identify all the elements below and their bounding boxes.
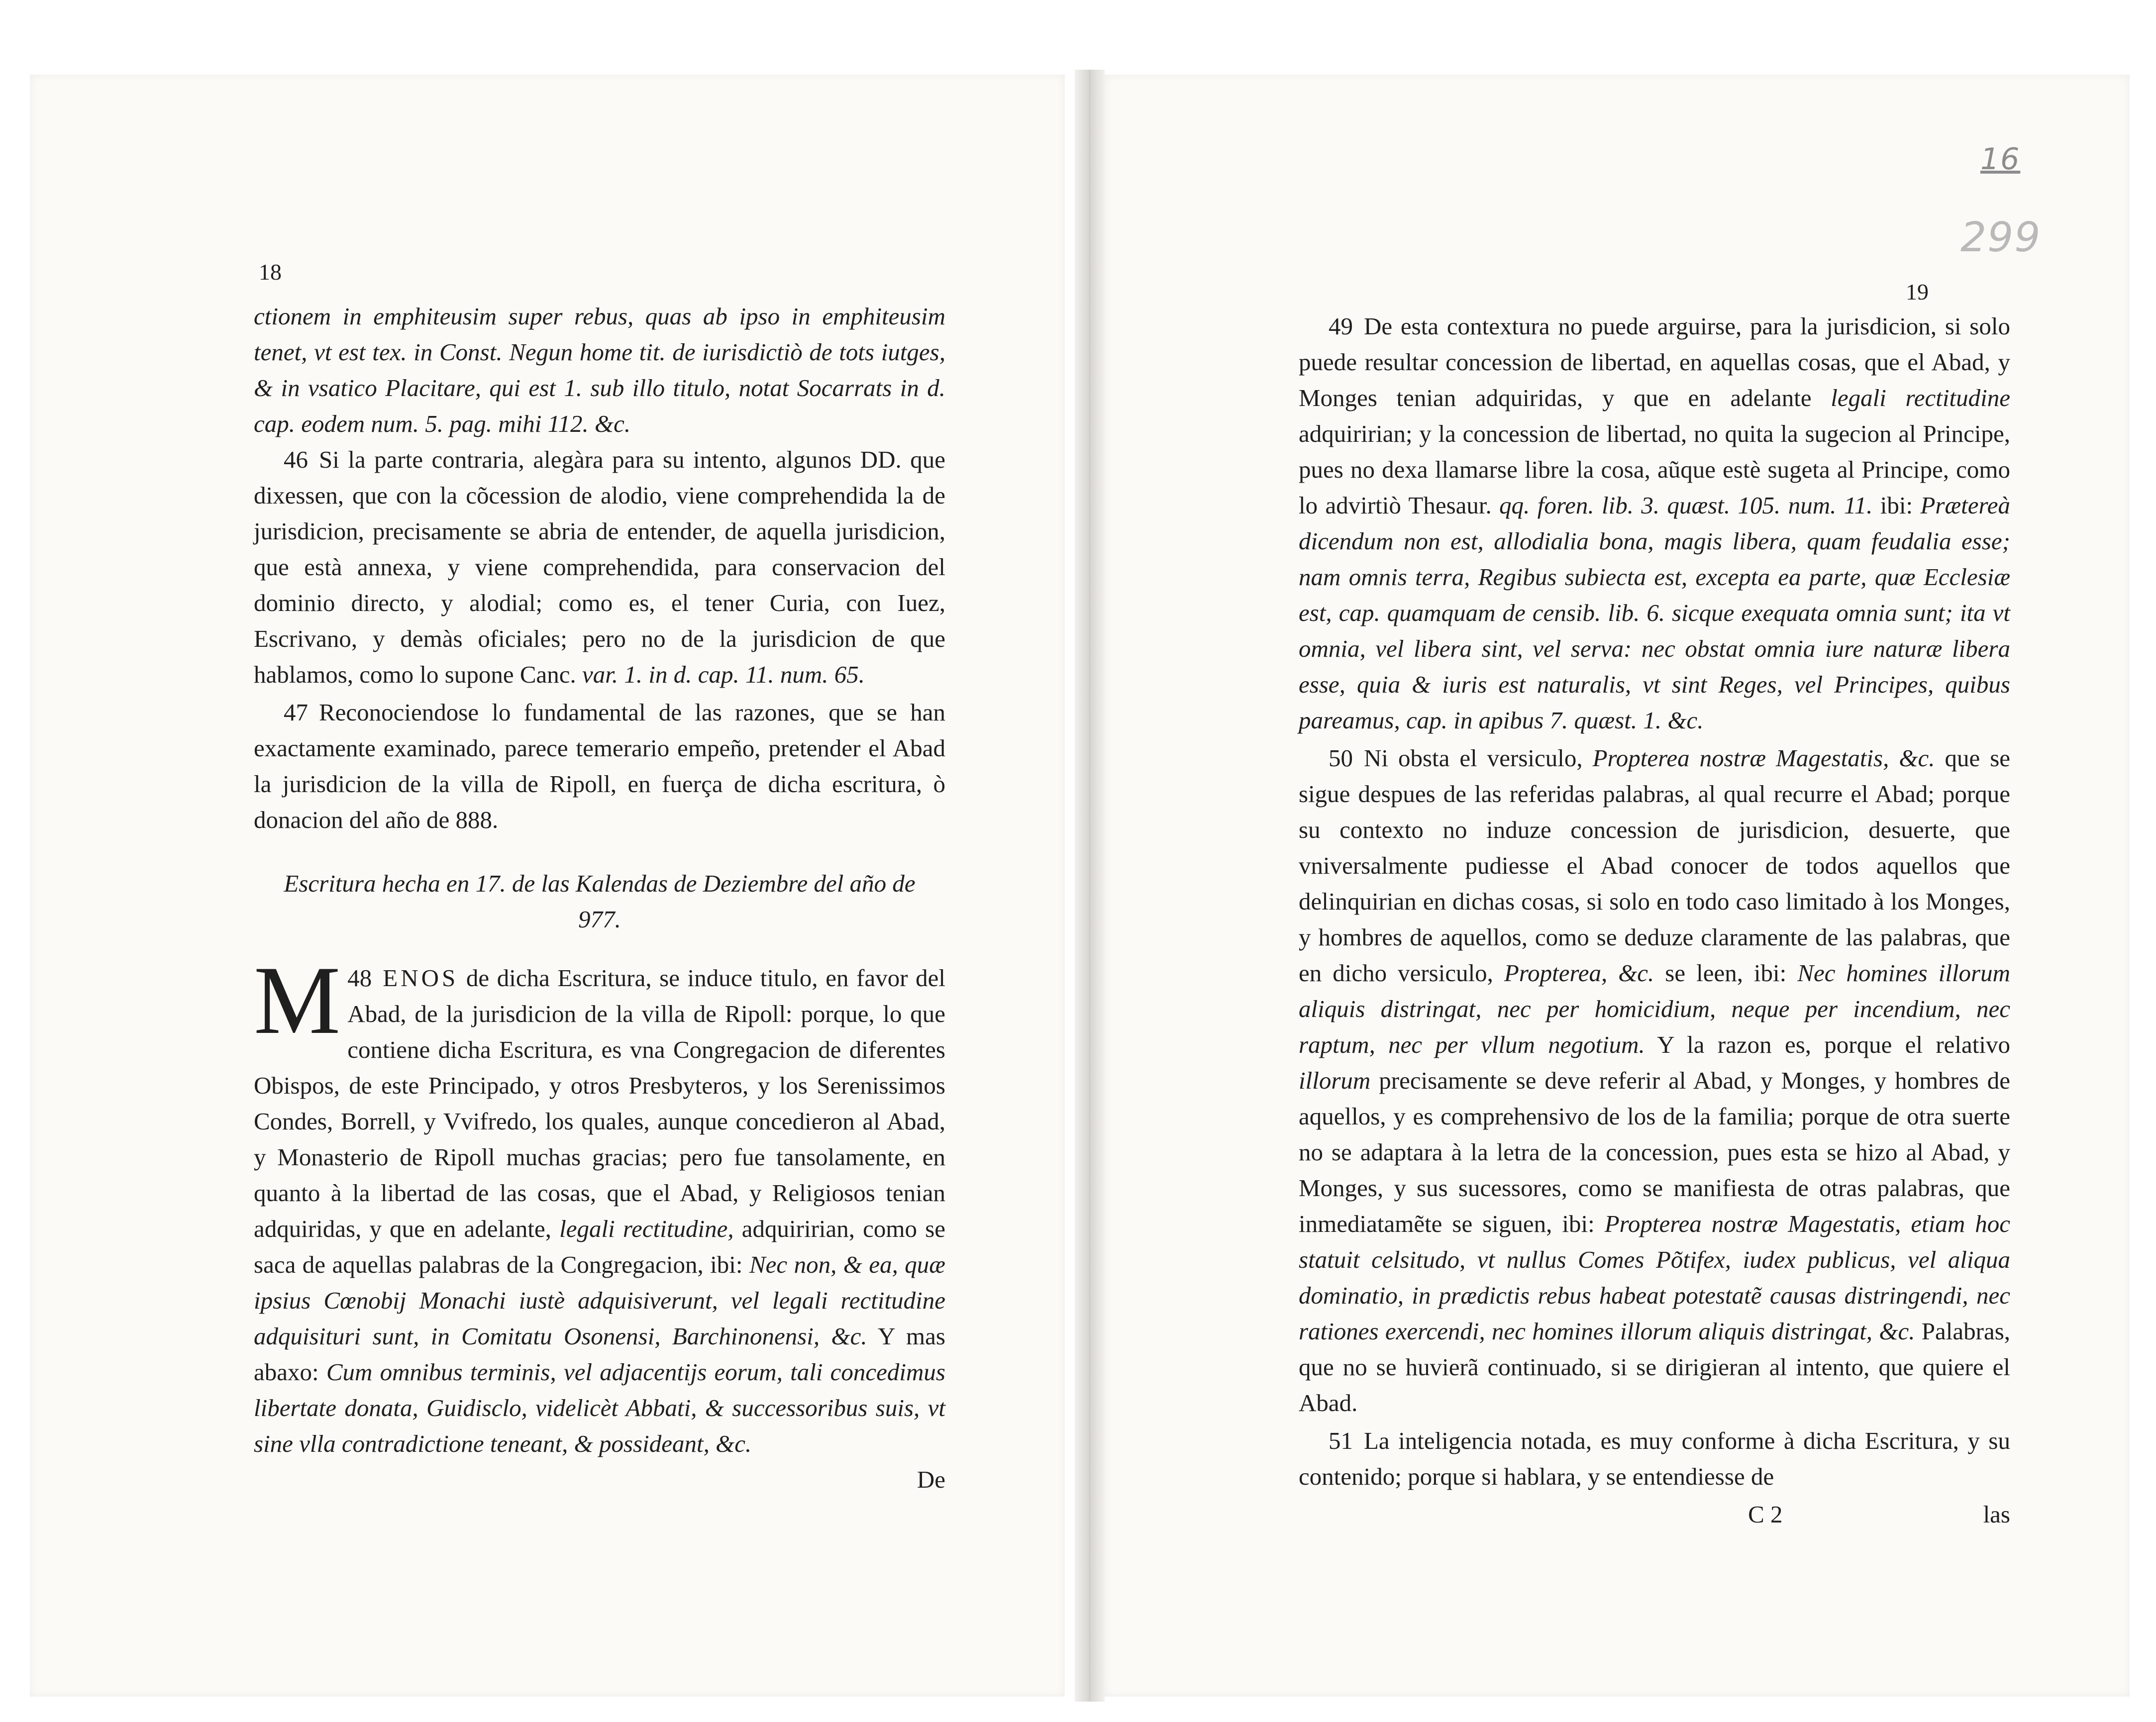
latin-quotation: Nec homines illorum aliquis distringat, nec per homicidium, neque per incendium, nec raptum, nec per vllum negotium. (1299, 959, 2011, 1058)
citation: qq. foren. lib. 3. quæst. 105. num. 11. (1499, 492, 1873, 519)
latin-phrase: Propterea, &c. (1504, 959, 1654, 987)
catchword: las (1983, 1501, 2010, 1528)
paragraph-text: Reconociendose lo fundamental de las razones, que se han exactamente examinado, parece temerario empeño, pretender el Abad la jurisdicion de la villa de Ripoll, en fuerça de dicha escritura, ò donacion del año de 888. (254, 699, 945, 833)
latin-quotation: Propterea nostræ Magestatis, etiam hoc statuit celsitudo, vt nullus Comes Põtifex, iudex publicus, vel aliqua dominatio, in prædictis rebus habeat potestatẽ causas distringendi, nec rationes exercendi, nec homines illorum aliquis distringat, &c. (1299, 1210, 2011, 1345)
latin-phrase: Propterea nostræ Magestatis, &c. (1592, 744, 1935, 772)
paragraph-47 (254, 695, 945, 838)
paragraph-text: Ni obsta el versiculo, (1364, 744, 1583, 772)
paragraph-46 (254, 442, 945, 693)
book-gutter (1075, 70, 1105, 1702)
paragraph-text: adquiririan; y la concession de libertad, no quita la sugecion al Principe, pues no dexa llamarse libre la cosa, aũque estè sugeta al Principe, como lo advirtiò Thesaur. (1299, 420, 2010, 519)
paragraph-text: Si la parte contraria, alegàra para su intento, algunos DD. que dixessen, que con la cõcession de alodio, viene comprehendida la de jurisdicion, precisamente se abria de entender, de aquella jurisdicion, que està annexa, y viene comprehendida, para conservacion del dominio directo, y alodial; como es, el tener Curia, con Iuez, Escrivano, y demàs oficiales; pero no de la jurisdicion de que hablamos, como lo supone Canc. (254, 446, 945, 688)
latin-quotation: Prætereà dicendum non est, allodialia bona, magis libera, quam feudalia esse; nam omnis terra, Regibus subiecta est, excepta ea parte, quæ Ecclesiæ est, cap. quamquam de censib. lib. 6. sicque exequata omnia sunt; ita vt omnia, vel libera sint, vel serva: nec obstat omnia iure naturæ libera esse, quia & iuris est naturalis, vt sint Reges, vel Principes, quibus pareamus, cap. in apibus 7. quæst. 1. &c. (1299, 492, 2011, 734)
paragraph-text: de dicha Escritura, se induce titulo, en favor del Abad, de la jurisdicion de la villa de Ripoll: porque, lo que contiene dicha Escritura, es vna Congregacion de diferentes Obispos, de este Principado, y otros Presbyteros, y los Serenissimos Condes, Borrell, y Vvifredo, los quales, aunque concedieron al Abad, y Monasterio de Ripoll muchas gracias; pero fue tansolamente, en quanto à la libertad de las cosas, que el Abad, y Religiosos tenian adquiridas, y que en adelante, (254, 964, 946, 1242)
paragraph-number: 50 (1329, 744, 1353, 772)
paragraph-49 (1299, 308, 2010, 738)
catchword: De (917, 1466, 945, 1493)
paragraph-text: ibi: (1880, 492, 1913, 519)
paragraph-text: Palabras, que no se huvierã continuado, si se dirigieran al intento, que quiere el Abad. (1299, 1317, 2011, 1417)
left-page (30, 75, 1065, 1697)
paragraph-text: La inteligencia notada, es muy conforme à dicha Escritura, y su contenido; porque si hablara, y se entendiesse de (1299, 1427, 2010, 1490)
page-number: 19 (1906, 279, 1929, 304)
paragraph-number: 46 (284, 446, 308, 473)
latin-phrase: illorum (1299, 1067, 1371, 1094)
paragraph-number: 47 (284, 699, 308, 726)
drop-cap: M (254, 946, 341, 1054)
paragraph-50 (1299, 740, 2010, 1421)
paragraph-48 (254, 946, 946, 1462)
catchword-line (254, 1462, 945, 1498)
folio-mark: 16 (1980, 142, 2021, 177)
paragraph-number: 48 (347, 964, 372, 992)
paragraph-text: se leen, ibi: (1665, 959, 1787, 987)
paragraph-text: adquiririan, como se saca de aquellas palabras de la Congregacion, ibi: (254, 1215, 946, 1278)
paragraph-number: 51 (1329, 1427, 1353, 1454)
citation: var. 1. in d. cap. 11. num. 65. (582, 661, 865, 688)
paragraph-text: Y mas abaxo: (254, 1322, 945, 1386)
paragraph-51 (1299, 1423, 2010, 1495)
catchword-line (1299, 1497, 2010, 1532)
latin-phrase: legali rectitudine, (559, 1215, 734, 1242)
paragraph-number: 49 (1329, 312, 1353, 340)
paragraph-text: Y la razon es, porque el relativo (1657, 1031, 2010, 1058)
continued-text: ctionem in emphiteusim super rebus, quas ab ipso in emphiteusim tenet, vt est tex. in Const. Negun home tit. de iurisdictiò de tots iutges, & in vsatico Placitare, qui est 1. sub illo titulo, notat Socarrats in d. cap. eodem num. 5. pag. mihi 112. &c. (254, 303, 945, 437)
latin-phrase: legali rectitudine (1831, 384, 2010, 411)
section-heading: Escritura hecha en 17. de las Kalendas de Deziembre del año de 977. (284, 870, 916, 933)
archive-number: 299 (1960, 214, 2042, 261)
latin-quotation: Nec non, & ea, quæ ipsius Cœnobij Monachi iustè adquisiverunt, vel legali rectitudine adquisituri sunt, in Comitatu Osonensi, Barchinonensi, &c. (254, 1251, 945, 1350)
paragraph-text: que se sigue despues de las referidas palabras, al qual recurre el Abad; porque su contexto no induze concession de jurisdicion, desuerte, que vniversalmente pudiesse el Abad conocer de todos aquellos que delinquirian en dichas cosas, si solo en todo caso limitado à los Monges, y hombres de aquellos, como se deduze claramente de las palabras, que en dicho versiculo, (1299, 744, 2011, 987)
signature-mark: C 2 (1748, 1501, 1783, 1528)
small-caps-word: ENOS (383, 964, 459, 992)
right-page (1105, 75, 2130, 1697)
left-page-text (254, 299, 945, 1498)
page-number: 18 (259, 259, 282, 285)
paragraph-text: precisamente se deve referir al Abad, y Monges, y hombres de aquellos, y es comprehensivo de los de la familia; porque de otra suerte no se adaptara à la letra de la concession, pues esta se hizo al Abad, y Monges, y sus sucessores, como se manifiesta de otras palabras, que inmediatamẽte se siguen, ibi: (1299, 1067, 2011, 1237)
paragraph-text: De esta contextura no puede arguirse, para la jurisdicion, si solo puede resultar concession de libertad, en aquellas cosas, que el Abad, y Monges tenian adquiridas, y que en adelante (1299, 312, 2010, 411)
latin-quotation: Cum omnibus terminis, vel adjacentijs eorum, tali concedimus libertate donata, Guidisclo, videlicèt Abbati, & successoribus suis, vt sine vlla contradictione teneant, & possideant, &c. (254, 1358, 945, 1457)
right-page-text (1299, 308, 2010, 1532)
